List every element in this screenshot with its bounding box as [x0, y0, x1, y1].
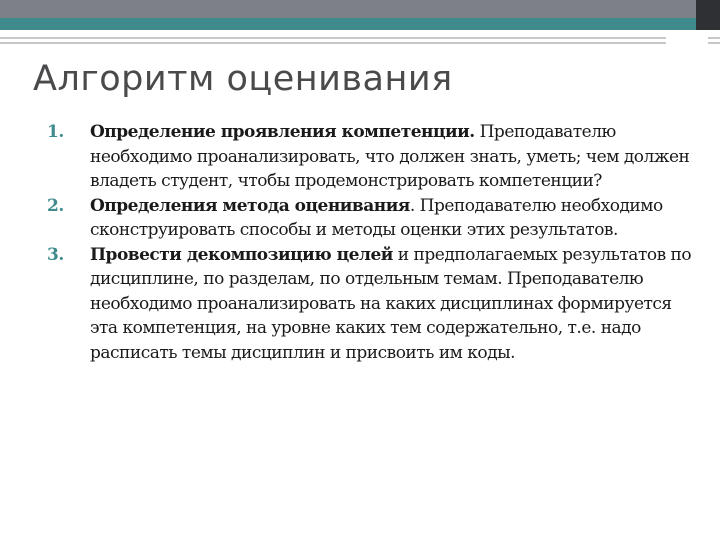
list-item-heading: Определение проявления компетенции.	[90, 122, 475, 142]
list-item	[47, 194, 697, 243]
list-item-heading: Провести декомпозицию целей	[90, 244, 393, 265]
header-rule-lower-right	[708, 42, 720, 44]
list-item-number: 3.	[47, 244, 64, 265]
header-rule-upper	[0, 37, 666, 39]
list-item-number: 2.	[47, 195, 64, 216]
header-rule-upper-right	[708, 37, 720, 39]
list-item	[47, 120, 697, 194]
slide-title: Алгоритм оценивания	[33, 59, 453, 99]
header-dark-block	[696, 0, 720, 30]
header-teal-band	[0, 18, 696, 30]
list-item-text: . Преподавателю необходимо сконструировать способы и методы оценки этих результатов.	[90, 195, 663, 240]
header-gray-band	[0, 0, 720, 18]
header-rule-lower	[0, 42, 666, 44]
algorithm-list	[47, 120, 697, 365]
list-item	[47, 243, 697, 366]
list-item-heading: Определения метода оценивания	[90, 195, 410, 216]
list-item-text: и предполагаемых результатов по дисциплине, по разделам, по отдельным темам. Преподавателю необходимо проанализировать на каких дисциплинах формируется эта компетенция, на уровне каких тем содержательно, т.е. надо расписать темы дисциплин и присвоить им коды.	[90, 244, 692, 363]
list-item-number: 1.	[47, 122, 64, 142]
list-item-text: Преподавателю необходимо проанализировать, что должен знать, уметь; чем должен владеть студент, чтобы продемонстрировать компетенции?	[90, 122, 690, 191]
